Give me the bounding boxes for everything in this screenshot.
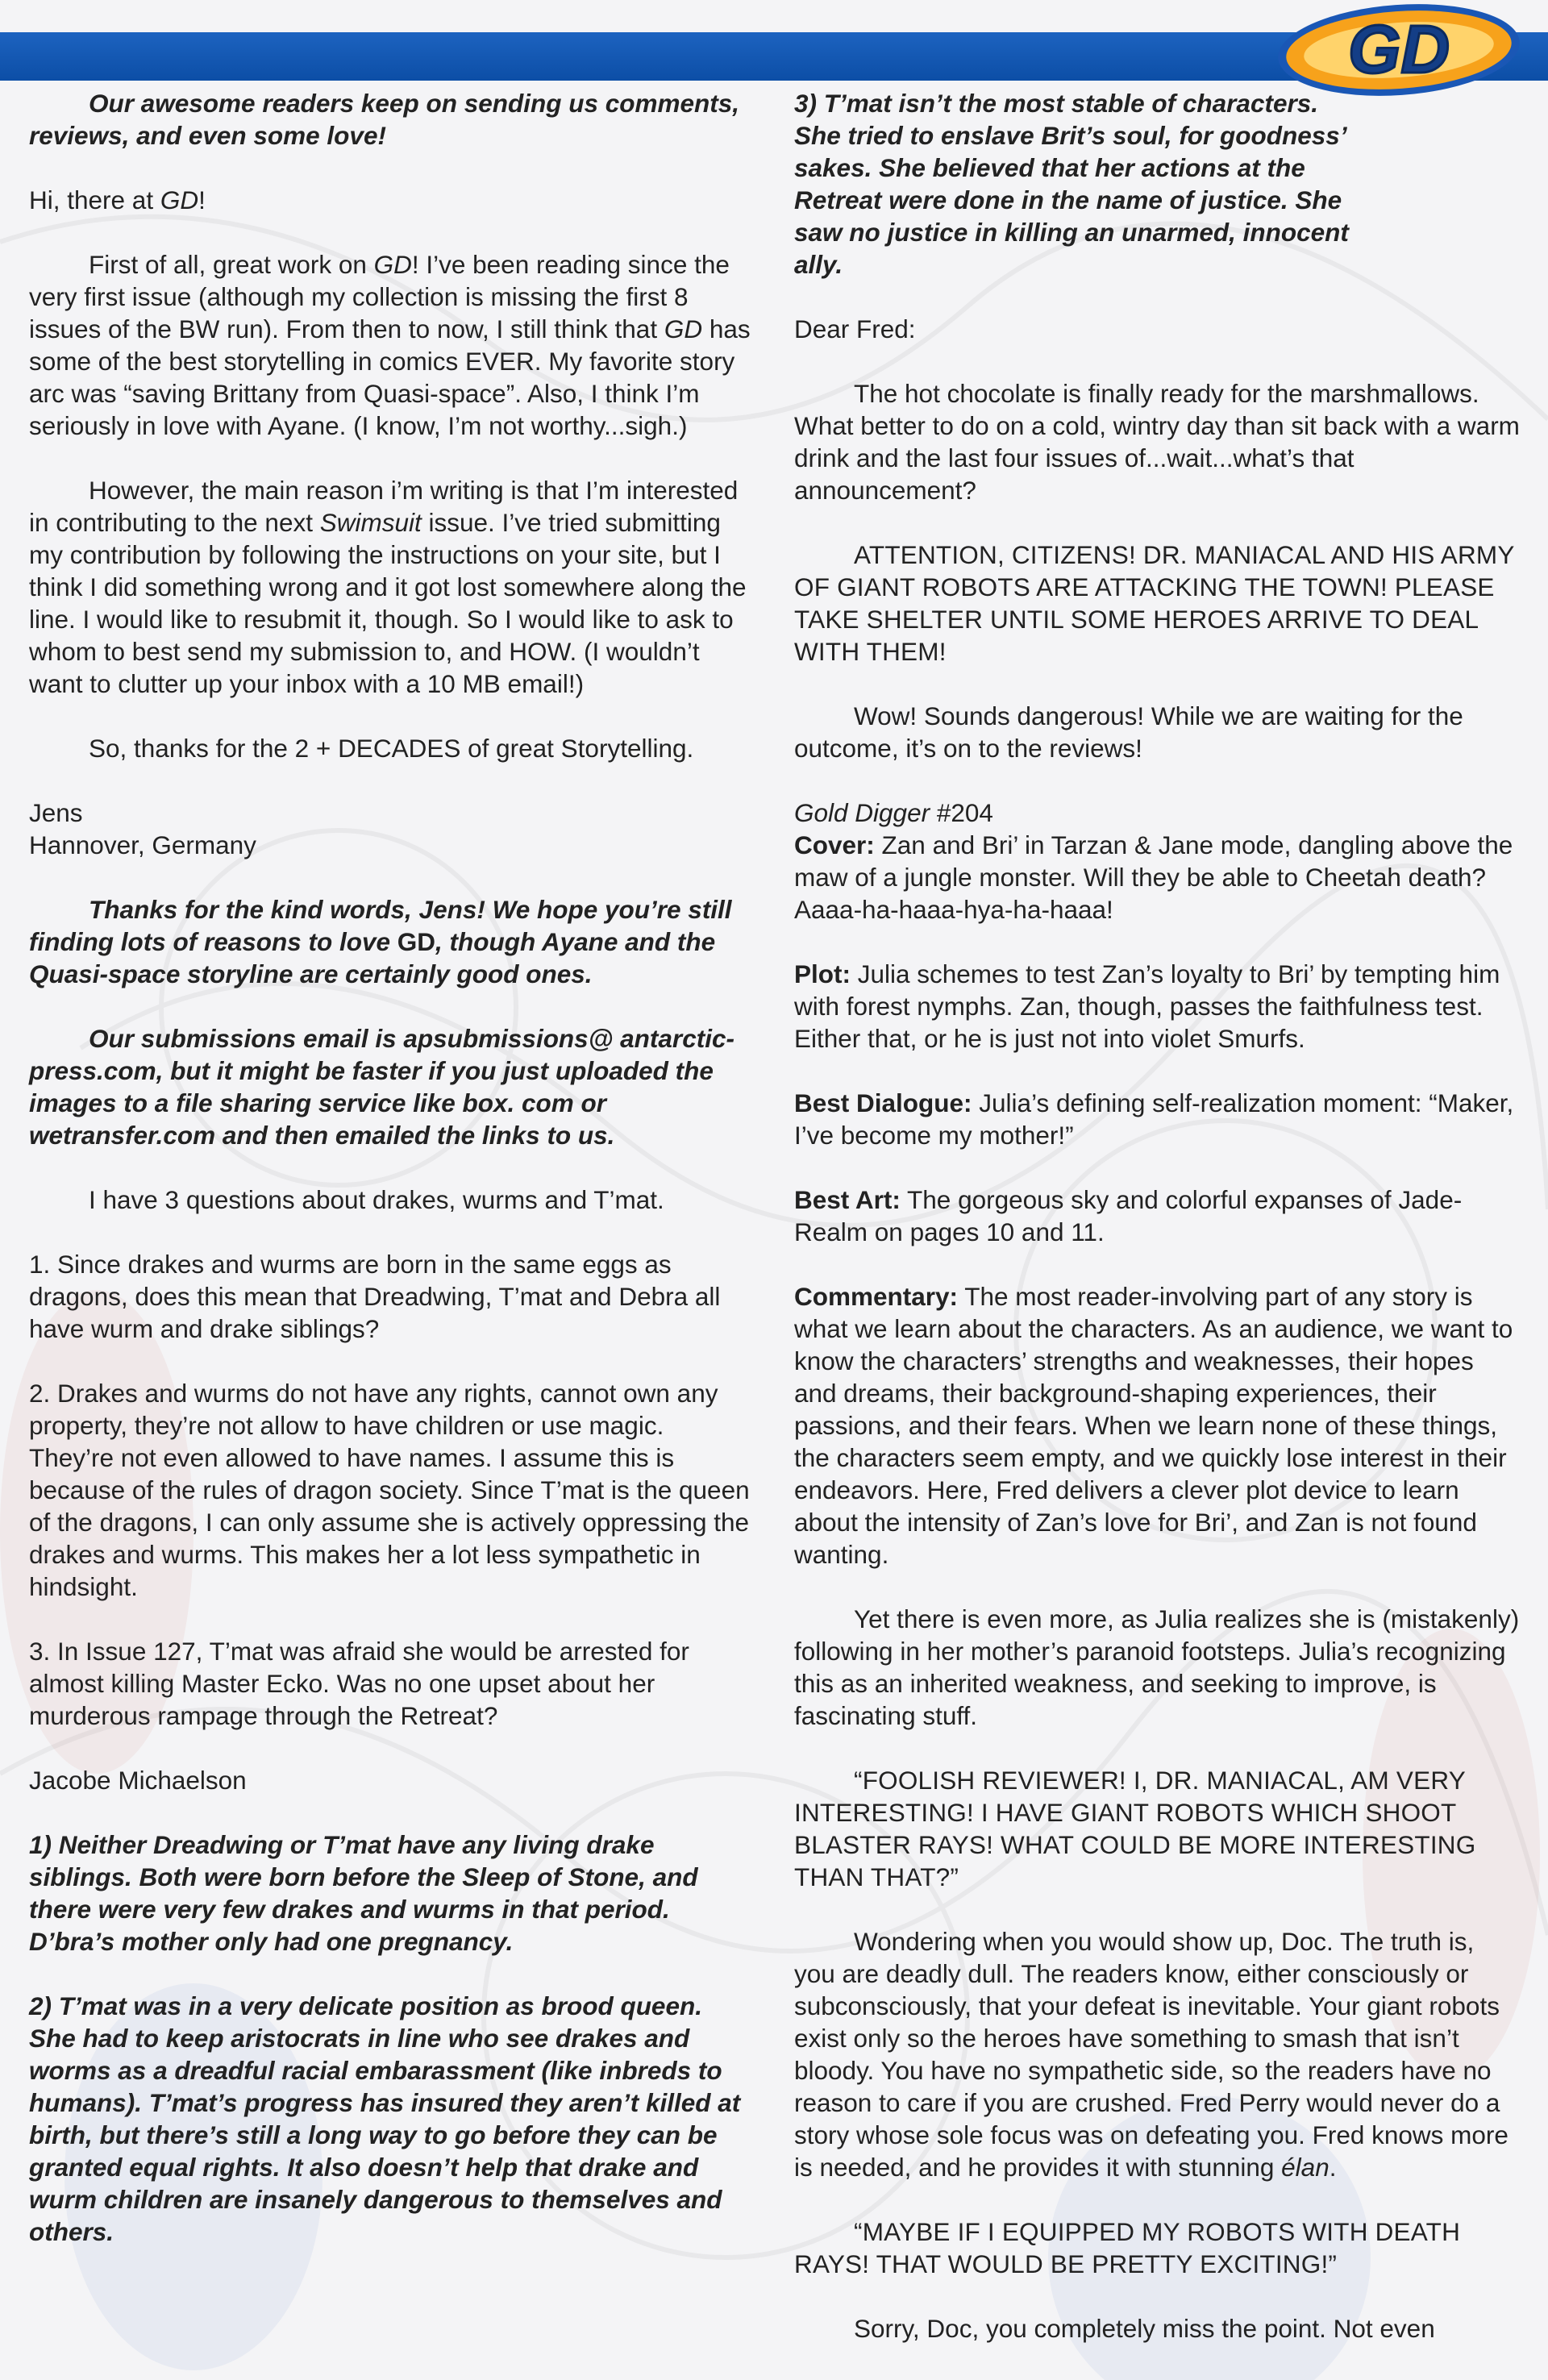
- review-cover: Cover: Zan and Bri’ in Tarzan & Jane mode, dangling above the maw of a jungle monster. Will they be able to Cheetah death? Aaaa-ha-haaa-hya-ha-haaa!: [794, 830, 1513, 924]
- letter2-question: 1. Since drakes and wurms are born in the same eggs as dragons, does this mean that Dreadwing, T’mat and Debra all have wurm and drake siblings?: [29, 1250, 721, 1343]
- gd-logo: [1266, 0, 1532, 137]
- letter2-question: 3. In Issue 127, T’mat was afraid she would be arrested for almost killing Master Ecko. Was no one upset about her murderous rampage through the Retreat?: [29, 1637, 689, 1730]
- letter1-greeting: Hi, there at GD!: [29, 185, 206, 214]
- letter1-signature-name: Jens: [29, 798, 83, 827]
- editor-answer: 3) T’mat isn’t the most stable of characters. She tried to enslave Brit’s soul, for goodness’ sakes. She believed that her actions at the Retreat were done in the name of justice. She saw no justice in killing an unarmed, innocent ally.: [794, 89, 1349, 279]
- letter2-signature: Jacobe Michaelson: [29, 1766, 247, 1795]
- review-salutation: Dear Fred:: [794, 314, 916, 343]
- review-paragraph: “FOOLISH REVIEWER! I, DR. MANIACAL, AM VERY INTERESTING! I HAVE GIANT ROBOTS WHICH SHOOT BLASTER RAYS! WHAT COULD BE MORE INTERESTING THAN THAT?”: [794, 1766, 1476, 1891]
- editor-answer: 1) Neither Dreadwing or T’mat have any living drake siblings. Both were born before the Sleep of Stone, and there were very few drakes and wurms in that period. D’bra’s mother only had one pregnancy.: [29, 1830, 698, 1956]
- review-best-art: Best Art: The gorgeous sky and colorful expanses of Jade-Realm on pages 10 and 11.: [794, 1185, 1463, 1246]
- review-paragraph: Yet there is even more, as Julia realizes she is (mistakenly) following in her mother’s paranoid footsteps. Julia’s recognizing this as an inherited weakness, and seeking to improve, is fascinating stuff.: [794, 1604, 1520, 1730]
- review-commentary: Commentary: The most reader-involving part of any story is what we learn about the characters. As an audience, we want to know the characters’ strengths and weaknesses, their hopes and dreams, their background-shaping experiences, their passions, and their fears. When we learn none of these things, the characters seem empty, and we quickly lose interest in their endeavors. Here, Fred delivers a clever plot device to learn about the intensity of Zan’s love for Bri’, and Zan is not found wanting.: [794, 1282, 1513, 1569]
- intro-text: Our awesome readers keep on sending us comments, reviews, and even some love!: [29, 89, 740, 150]
- right-column: [794, 87, 1520, 2377]
- review-paragraph: Wow! Sounds dangerous! While we are waiting for the outcome, it’s on to the reviews!: [794, 701, 1463, 763]
- editor-reply: Our submissions email is apsubmissions@ antarctic-press.com, but it might be faster if you just uploaded the images to a file sharing service like box. com or wetransfer.com and then emailed the links to us.: [29, 1024, 734, 1150]
- logo-text: GD: [1348, 11, 1450, 87]
- letter2-question: 2. Drakes and wurms do not have any rights, cannot own any property, they’re not allow to have children or use magic. They’re not even allowed to have names. I assume this is because of the rules of dragon society. Since T’mat is the queen of the dragons, I can only assume she is actively oppressing the drakes and wurms. This makes her a lot less sympathetic in hindsight.: [29, 1379, 750, 1601]
- issue-title: Gold Digger #204: [794, 798, 993, 827]
- review-paragraph: ATTENTION, CITIZENS! DR. MANIACAL AND HIS ARMY OF GIANT ROBOTS ARE ATTACKING THE TOWN! PLEASE TAKE SHELTER UNTIL SOME HEROES ARRIVE TO DEAL WITH THEM!: [794, 540, 1514, 666]
- review-paragraph: The hot chocolate is finally ready for the marshmallows. What better to do on a cold, wintry day than sit back with a warm drink and the last four issues of...wait...what’s that announcement?: [794, 379, 1520, 505]
- letter1-paragraph: So, thanks for the 2 + DECADES of great Storytelling.: [89, 734, 694, 763]
- left-column: [29, 87, 755, 2280]
- letter1-signature-place: Hannover, Germany: [29, 830, 256, 859]
- editor-reply: Thanks for the kind words, Jens! We hope you’re still finding lots of reasons to love GD, though Ayane and the Quasi-space storyline are certainly good ones.: [29, 895, 732, 988]
- editor-answer: 2) T’mat was in a very delicate position as brood queen. She had to keep aristocrats in line who see drakes and worms as a dreadful racial embarassment (like inbreds to humans). T’mat’s progress has insured they aren’t killed at birth, but there’s still a long way to go before they can be granted equal rights. It also doesn’t help that drake and wurm children are insanely dangerous to themselves and others.: [29, 1991, 741, 2246]
- review-plot: Plot: Julia schemes to test Zan’s loyalty to Bri’ by tempting him with forest nymphs. Zan, though, passes the faithfulness test. Either that, or he is just not into violet Smurfs.: [794, 959, 1500, 1053]
- letter2-intro: I have 3 questions about drakes, wurms and T’mat.: [89, 1185, 664, 1214]
- review-paragraph: Wondering when you would show up, Doc. The truth is, you are deadly dull. The readers know, either consciously or subconsciously, that your defeat is inevitable. Your giant robots exist only so the heroes have something to smash that isn’t bloody. You have no sympathetic side, so the readers have no reason to care if you are crushed. Fred Perry would never do a story whose sole focus was on defeating you. Fred knows more is needed, and he provides it with stunning élan.: [794, 1927, 1508, 2182]
- letter1-paragraph: First of all, great work on GD! I’ve been reading since the very first issue (although my collection is missing the first 8 issues of the BW run). From then to now, I still think that GD has some of the best storytelling in comics EVER. My favorite story arc was “saving Brittany from Quasi-space”. Also, I think I’m seriously in love with Ayane. (I know, I’m not worthy...sigh.): [29, 250, 751, 440]
- review-paragraph: “MAYBE IF I EQUIPPED MY ROBOTS WITH DEATH RAYS! THAT WOULD BE PRETTY EXCITING!”: [794, 2217, 1461, 2278]
- review-best-dialogue: Best Dialogue: Julia’s defining self-realization moment: “Maker, I’ve become my mother!”: [794, 1088, 1514, 1150]
- review-paragraph: Sorry, Doc, you completely miss the point. Not even: [854, 2314, 1435, 2343]
- letter1-paragraph: However, the main reason i’m writing is that I’m interested in contributing to the next Swimsuit issue. I’ve tried submitting my contribution by following the instructions on your site, but I think I did something wrong and it got lost somewhere along the line. I would like to resubmit it, though. So I would like to ask to whom to best send my submission to, and HOW. (I wouldn’t want to clutter up your inbox with a 10 MB email!): [29, 476, 747, 698]
